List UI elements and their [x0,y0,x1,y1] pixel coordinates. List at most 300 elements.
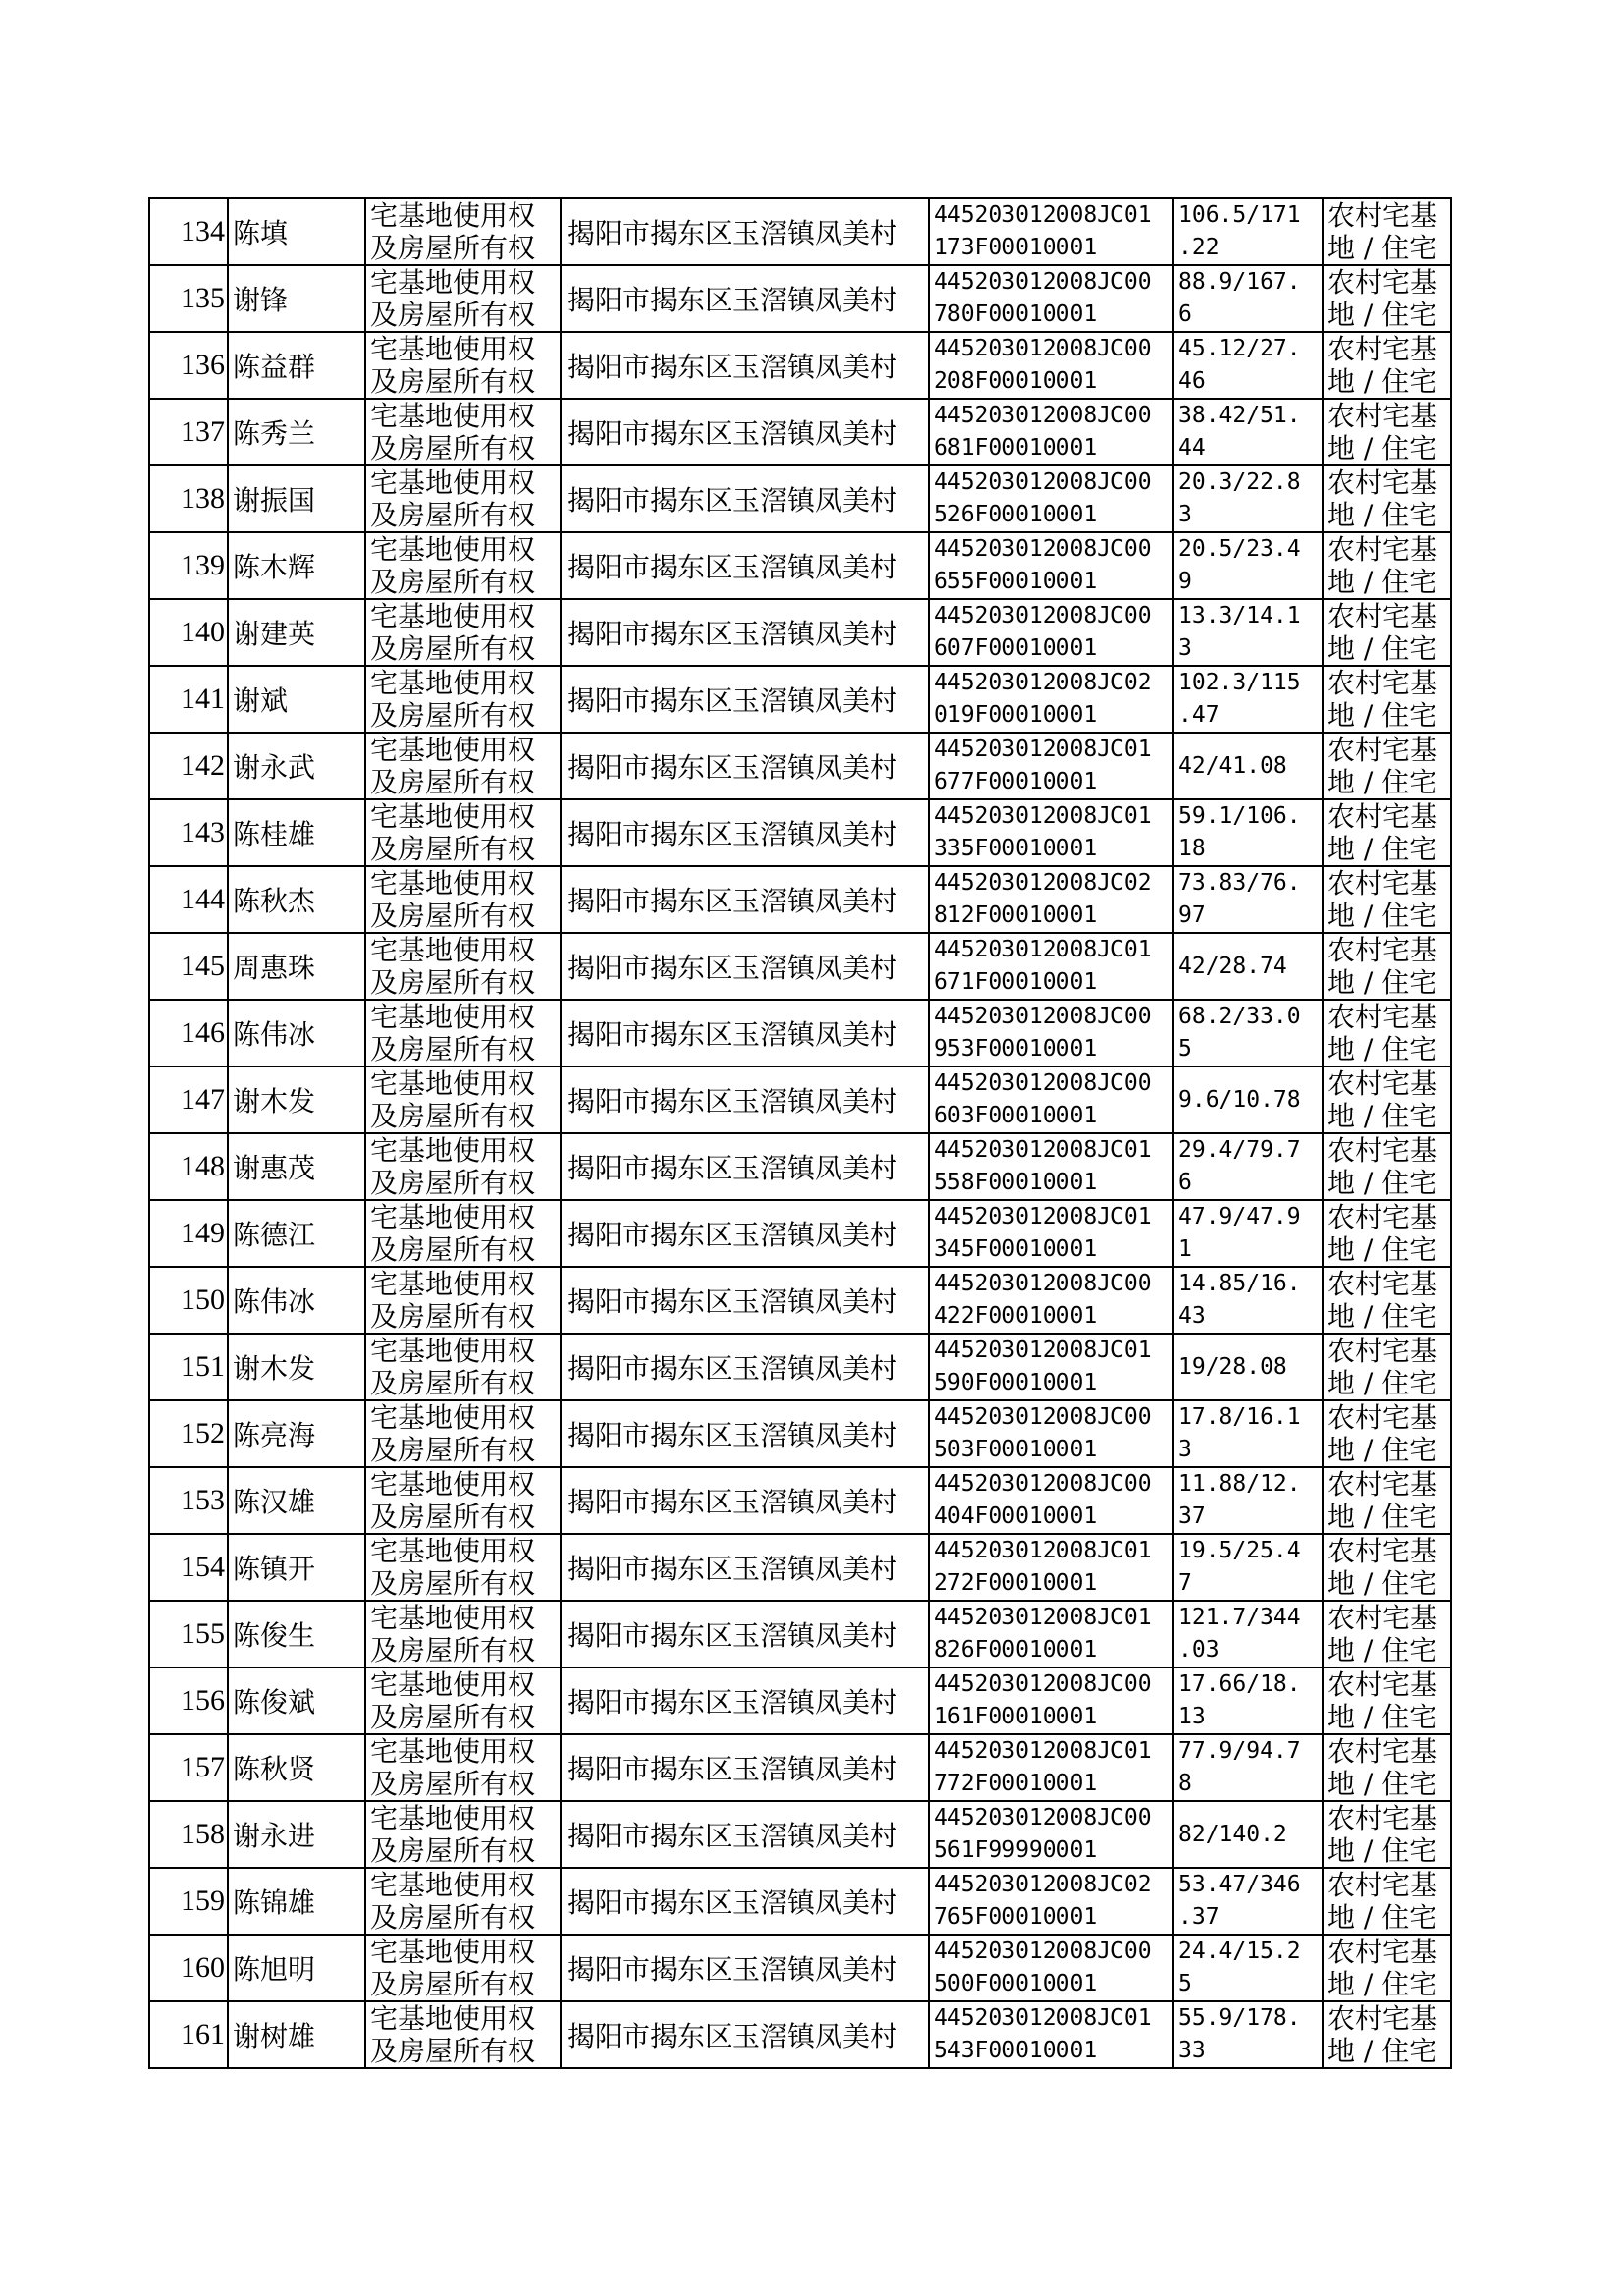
holder-name-cell: 陈益群 [228,332,365,399]
right-type-line: 宅基地使用权 [370,266,536,299]
right-type-line: 及房屋所有权 [370,1300,536,1333]
right-type-line: 宅基地使用权 [370,533,536,566]
right-type-line: 宅基地使用权 [370,199,536,232]
area-line: 102.3/115 [1178,670,1301,695]
certificate-id-cell [929,465,1173,532]
certificate-id-line: 445203012008JC00 [934,1404,1152,1430]
certificate-id-line: 671F00010001 [934,969,1098,995]
serial-number-cell: 149 [149,1200,228,1267]
location-cell: 揭阳市揭东区玉滘镇凤美村 [561,1200,929,1267]
land-usage-cell [1323,933,1451,1000]
certificate-id-line: 445203012008JC01 [934,1338,1152,1363]
land-usage-cell [1323,1935,1451,2001]
serial-number-cell: 142 [149,733,228,799]
location-cell: 揭阳市揭东区玉滘镇凤美村 [561,866,929,933]
certificate-id-cell [929,666,1173,733]
certificate-id-line: 445203012008JC01 [934,1738,1152,1764]
right-type-line: 及房屋所有权 [370,1367,536,1399]
certificate-id-line: 558F00010001 [934,1170,1098,1195]
certificate-id-cell [929,1467,1173,1534]
land-usage-line: 地 / 住宅 [1327,232,1437,264]
certificate-id-cell [929,933,1173,1000]
certificate-id-line: 590F00010001 [934,1370,1098,1395]
certificate-id-cell [929,1000,1173,1066]
land-usage-line: 农村宅基 [1327,1535,1438,1567]
serial-number-cell: 141 [149,666,228,733]
certificate-id-line: 503F00010001 [934,1437,1098,1462]
certificate-id-line: 445203012008JC02 [934,870,1152,896]
certificate-id-cell [929,799,1173,866]
certificate-id-cell [929,1334,1173,1400]
land-usage-line: 农村宅基 [1327,1468,1438,1501]
serial-number-cell: 144 [149,866,228,933]
right-type-line: 宅基地使用权 [370,1335,536,1367]
certificate-id-line: 445203012008JC00 [934,1805,1152,1831]
land-usage-line: 地 / 住宅 [1327,566,1437,598]
area-cell [1173,799,1323,866]
right-type-line: 及房屋所有权 [370,2035,536,2067]
holder-name-cell: 陈伟冰 [228,1267,365,1334]
certificate-id-line: 543F00010001 [934,2038,1098,2063]
right-type-cell [365,332,561,399]
land-usage-cell [1323,198,1451,265]
area-line: 7 [1178,1570,1192,1596]
land-usage-cell [1323,1868,1451,1935]
holder-name-cell: 陈秋贤 [228,1734,365,1801]
certificate-id-cell [929,1133,1173,1200]
right-type-line: 及房屋所有权 [370,499,536,531]
certificate-id-line: 812F00010001 [934,902,1098,928]
right-type-cell [365,1534,561,1601]
holder-name-cell: 谢锋 [228,265,365,332]
table-row [149,1935,1451,2001]
certificate-id-line: 445203012008JC01 [934,737,1152,762]
right-type-line: 宅基地使用权 [370,466,536,499]
serial-number-cell: 151 [149,1334,228,1400]
right-type-line: 及房屋所有权 [370,432,536,464]
land-usage-cell [1323,1400,1451,1467]
location-cell: 揭阳市揭东区玉滘镇凤美村 [561,265,929,332]
right-type-cell [365,532,561,599]
right-type-line: 及房屋所有权 [370,1167,536,1199]
area-cell [1173,1734,1323,1801]
area-line: 42/41.08 [1178,752,1287,779]
area-cell [1173,1334,1323,1400]
land-usage-cell [1323,1334,1451,1400]
certificate-id-cell [929,1935,1173,2001]
holder-name-cell: 谢永武 [228,733,365,799]
land-usage-cell [1323,1601,1451,1667]
certificate-id-cell [929,733,1173,799]
area-cell [1173,1667,1323,1734]
right-type-line: 及房屋所有权 [370,1033,536,1066]
right-type-line: 及房屋所有权 [370,1768,536,1800]
right-type-cell [365,1133,561,1200]
land-usage-cell [1323,532,1451,599]
serial-number-cell: 152 [149,1400,228,1467]
area-cell [1173,1534,1323,1601]
certificate-id-line: 345F00010001 [934,1236,1098,1262]
area-cell [1173,399,1323,465]
land-usage-line: 农村宅基 [1327,400,1438,432]
right-type-line: 宅基地使用权 [370,734,536,766]
table-row [149,799,1451,866]
right-type-line: 宅基地使用权 [370,800,536,833]
right-type-cell [365,1000,561,1066]
right-type-line: 宅基地使用权 [370,2002,536,2035]
certificate-id-cell [929,1200,1173,1267]
certificate-id-line: 208F00010001 [934,368,1098,394]
right-type-cell [365,1935,561,2001]
table-row [149,465,1451,532]
area-line: 20.5/23.4 [1178,536,1301,562]
location-cell: 揭阳市揭东区玉滘镇凤美村 [561,399,929,465]
location-cell: 揭阳市揭东区玉滘镇凤美村 [561,1000,929,1066]
right-type-line: 及房屋所有权 [370,1567,536,1600]
land-usage-line: 农村宅基 [1327,1268,1438,1300]
table-row [149,1667,1451,1734]
holder-name-cell: 谢建英 [228,599,365,666]
land-usage-line: 地 / 住宅 [1327,299,1437,331]
right-type-line: 宅基地使用权 [370,1201,536,1233]
area-line: 59.1/106. [1178,803,1301,829]
holder-name-cell: 陈德江 [228,1200,365,1267]
land-usage-cell [1323,1801,1451,1868]
location-cell: 揭阳市揭东区玉滘镇凤美村 [561,1467,929,1534]
area-line: 37 [1178,1503,1206,1529]
area-line: 6 [1178,1170,1192,1195]
right-type-line: 及房屋所有权 [370,632,536,665]
serial-number-cell: 139 [149,532,228,599]
location-cell: 揭阳市揭东区玉滘镇凤美村 [561,1601,929,1667]
holder-name-cell: 陈镇开 [228,1534,365,1601]
certificate-id-line: 445203012008JC02 [934,670,1152,695]
right-type-line: 及房屋所有权 [370,566,536,598]
certificate-id-line: 173F00010001 [934,235,1098,260]
area-line: 17.8/16.1 [1178,1404,1301,1430]
area-line: 77.9/94.7 [1178,1738,1301,1764]
serial-number-cell: 161 [149,2001,228,2068]
location-cell: 揭阳市揭东区玉滘镇凤美村 [561,733,929,799]
location-cell: 揭阳市揭东区玉滘镇凤美村 [561,1868,929,1935]
land-usage-line: 地 / 住宅 [1327,1701,1437,1733]
right-type-cell [365,1467,561,1534]
certificate-id-line: 445203012008JC02 [934,1872,1152,1897]
land-usage-line: 地 / 住宅 [1327,2035,1437,2067]
area-cell [1173,733,1323,799]
right-type-line: 及房屋所有权 [370,833,536,865]
land-usage-line: 农村宅基 [1327,2002,1438,2035]
land-usage-line: 农村宅基 [1327,199,1438,232]
right-type-line: 宅基地使用权 [370,400,536,432]
area-line: 53.47/346 [1178,1872,1301,1897]
land-usage-cell [1323,465,1451,532]
certificate-id-line: 445203012008JC00 [934,269,1152,295]
land-usage-line: 农村宅基 [1327,333,1438,365]
area-cell [1173,2001,1323,2068]
land-usage-line: 地 / 住宅 [1327,1834,1437,1867]
right-type-cell [365,1334,561,1400]
right-type-cell [365,1200,561,1267]
table-row [149,599,1451,666]
location-cell: 揭阳市揭东区玉滘镇凤美村 [561,933,929,1000]
serial-number-cell: 153 [149,1467,228,1534]
area-cell [1173,1400,1323,1467]
area-cell [1173,1868,1323,1935]
land-usage-line: 地 / 住宅 [1327,1567,1437,1600]
certificate-id-line: 445203012008JC01 [934,2005,1152,2031]
certificate-id-line: 335F00010001 [934,836,1098,861]
location-cell: 揭阳市揭东区玉滘镇凤美村 [561,198,929,265]
area-line: 14.85/16. [1178,1271,1301,1296]
area-cell [1173,1801,1323,1868]
table-row [149,1467,1451,1534]
certificate-id-line: 445203012008JC00 [934,603,1152,628]
area-line: 46 [1178,368,1206,394]
holder-name-cell: 陈填 [228,198,365,265]
holder-name-cell: 谢斌 [228,666,365,733]
land-usage-line: 地 / 住宅 [1327,1167,1437,1199]
right-type-line: 及房屋所有权 [370,766,536,798]
right-type-cell [365,799,561,866]
area-line: 33 [1178,2038,1206,2063]
area-line: .22 [1178,235,1219,260]
land-usage-line: 农村宅基 [1327,800,1438,833]
area-line: 55.9/178. [1178,2005,1301,2031]
land-usage-line: 地 / 住宅 [1327,1233,1437,1266]
serial-number-cell: 158 [149,1801,228,1868]
land-usage-line: 农村宅基 [1327,1602,1438,1634]
serial-number-cell: 146 [149,1000,228,1066]
holder-name-cell: 陈旭明 [228,1935,365,2001]
area-line: 3 [1178,502,1192,527]
right-type-line: 宅基地使用权 [370,1067,536,1100]
location-cell: 揭阳市揭东区玉滘镇凤美村 [561,332,929,399]
holder-name-cell: 谢振国 [228,465,365,532]
land-usage-line: 地 / 住宅 [1327,632,1437,665]
table-row [149,399,1451,465]
area-line: 106.5/171 [1178,202,1301,228]
right-type-cell [365,1868,561,1935]
serial-number-cell: 159 [149,1868,228,1935]
area-line: 1 [1178,1236,1192,1262]
right-type-line: 宅基地使用权 [370,1134,536,1167]
right-type-line: 及房屋所有权 [370,1901,536,1934]
table-row [149,332,1451,399]
holder-name-cell: 陈伟冰 [228,1000,365,1066]
right-type-line: 宅基地使用权 [370,1802,536,1834]
certificate-id-line: 445203012008JC01 [934,1538,1152,1563]
land-usage-line: 农村宅基 [1327,1668,1438,1701]
land-usage-line: 农村宅基 [1327,734,1438,766]
certificate-id-cell [929,1868,1173,1935]
holder-name-cell: 谢木发 [228,1066,365,1133]
record-sheet [148,197,1450,2069]
table-body [149,198,1451,2068]
serial-number-cell: 135 [149,265,228,332]
land-usage-cell [1323,733,1451,799]
area-cell [1173,933,1323,1000]
land-usage-line: 地 / 住宅 [1327,1300,1437,1333]
registration-table [148,197,1452,2069]
land-usage-line: 地 / 住宅 [1327,1768,1437,1800]
area-line: 3 [1178,1437,1192,1462]
location-cell: 揭阳市揭东区玉滘镇凤美村 [561,599,929,666]
certificate-id-line: 445203012008JC00 [934,1471,1152,1497]
right-type-line: 及房屋所有权 [370,299,536,331]
area-line: .47 [1178,702,1219,728]
serial-number-cell: 140 [149,599,228,666]
area-line: 42/28.74 [1178,953,1287,979]
certificate-id-line: 445203012008JC00 [934,1671,1152,1697]
land-usage-line: 农村宅基 [1327,1335,1438,1367]
certificate-id-line: 681F00010001 [934,435,1098,461]
serial-number-cell: 154 [149,1534,228,1601]
land-usage-line: 农村宅基 [1327,1936,1438,1968]
certificate-id-line: 445203012008JC00 [934,469,1152,495]
land-usage-line: 农村宅基 [1327,1802,1438,1834]
holder-name-cell: 陈汉雄 [228,1467,365,1534]
area-line: .03 [1178,1637,1219,1663]
area-line: 5 [1178,1971,1192,1996]
certificate-id-line: 500F00010001 [934,1971,1098,1996]
serial-number-cell: 156 [149,1667,228,1734]
land-usage-cell [1323,1200,1451,1267]
certificate-id-line: 445203012008JC01 [934,937,1152,962]
land-usage-line: 地 / 住宅 [1327,432,1437,464]
holder-name-cell: 陈俊生 [228,1601,365,1667]
certificate-id-line: 445203012008JC01 [934,1204,1152,1229]
certificate-id-line: 445203012008JC01 [934,803,1152,829]
land-usage-cell [1323,1000,1451,1066]
serial-number-cell: 134 [149,198,228,265]
land-usage-cell [1323,1267,1451,1334]
location-cell: 揭阳市揭东区玉滘镇凤美村 [561,1066,929,1133]
right-type-cell [365,1601,561,1667]
land-usage-cell [1323,1066,1451,1133]
right-type-line: 宅基地使用权 [370,1869,536,1901]
right-type-line: 及房屋所有权 [370,1968,536,2000]
right-type-cell [365,198,561,265]
land-usage-cell [1323,1734,1451,1801]
holder-name-cell: 陈秀兰 [228,399,365,465]
area-cell [1173,599,1323,666]
right-type-line: 及房屋所有权 [370,365,536,398]
certificate-id-line: 445203012008JC00 [934,336,1152,361]
area-line: 9 [1178,569,1192,594]
location-cell: 揭阳市揭东区玉滘镇凤美村 [561,1267,929,1334]
table-row [149,1200,1451,1267]
right-type-line: 及房屋所有权 [370,699,536,732]
certificate-id-line: 445203012008JC00 [934,403,1152,428]
certificate-id-line: 826F00010001 [934,1637,1098,1663]
land-usage-cell [1323,1667,1451,1734]
land-usage-line: 农村宅基 [1327,466,1438,499]
right-type-line: 及房屋所有权 [370,900,536,932]
right-type-line: 及房屋所有权 [370,1701,536,1733]
area-cell [1173,1133,1323,1200]
right-type-cell [365,1667,561,1734]
location-cell: 揭阳市揭东区玉滘镇凤美村 [561,465,929,532]
right-type-line: 宅基地使用权 [370,1936,536,1968]
location-cell: 揭阳市揭东区玉滘镇凤美村 [561,1400,929,1467]
area-line: 5 [1178,1036,1192,1062]
right-type-cell [365,1734,561,1801]
area-cell [1173,1467,1323,1534]
land-usage-line: 地 / 住宅 [1327,699,1437,732]
certificate-id-line: 445203012008JC00 [934,1004,1152,1029]
land-usage-line: 农村宅基 [1327,667,1438,699]
land-usage-line: 地 / 住宅 [1327,1501,1437,1533]
land-usage-cell [1323,265,1451,332]
serial-number-cell: 157 [149,1734,228,1801]
right-type-line: 宅基地使用权 [370,1535,536,1567]
certificate-id-cell [929,599,1173,666]
right-type-cell [365,1801,561,1868]
certificate-id-cell [929,198,1173,265]
area-cell [1173,666,1323,733]
right-type-line: 及房屋所有权 [370,1233,536,1266]
certificate-id-cell [929,399,1173,465]
land-usage-line: 农村宅基 [1327,867,1438,900]
area-line: 82/140.2 [1178,1821,1287,1847]
right-type-cell [365,1400,561,1467]
certificate-id-line: 526F00010001 [934,502,1098,527]
land-usage-cell [1323,399,1451,465]
land-usage-line: 地 / 住宅 [1327,833,1437,865]
land-usage-line: 地 / 住宅 [1327,1901,1437,1934]
certificate-id-cell [929,1667,1173,1734]
right-type-cell [365,265,561,332]
area-cell [1173,465,1323,532]
land-usage-cell [1323,1133,1451,1200]
area-cell [1173,532,1323,599]
holder-name-cell: 陈俊斌 [228,1667,365,1734]
table-row [149,2001,1451,2068]
certificate-id-line: 677F00010001 [934,769,1098,794]
area-cell [1173,198,1323,265]
right-type-line: 宅基地使用权 [370,1001,536,1033]
area-cell [1173,265,1323,332]
certificate-id-line: 445203012008JC01 [934,1137,1152,1163]
area-line: 43 [1178,1303,1206,1329]
table-row [149,666,1451,733]
holder-name-cell: 陈桂雄 [228,799,365,866]
table-row [149,1000,1451,1066]
right-type-line: 宅基地使用权 [370,1401,536,1434]
area-cell [1173,1267,1323,1334]
area-line: 24.4/15.2 [1178,1939,1301,1964]
land-usage-line: 农村宅基 [1327,1401,1438,1434]
area-line: 88.9/167. [1178,269,1301,295]
holder-name-cell: 周惠珠 [228,933,365,1000]
area-line: 19/28.08 [1178,1353,1287,1380]
table-row [149,198,1451,265]
certificate-id-line: 445203012008JC00 [934,1271,1152,1296]
land-usage-line: 地 / 住宅 [1327,1033,1437,1066]
right-type-cell [365,1267,561,1334]
land-usage-line: 农村宅基 [1327,934,1438,966]
area-line: .37 [1178,1904,1219,1930]
serial-number-cell: 145 [149,933,228,1000]
land-usage-cell [1323,1534,1451,1601]
certificate-id-line: 655F00010001 [934,569,1098,594]
area-cell [1173,1066,1323,1133]
right-type-line: 宅基地使用权 [370,1602,536,1634]
certificate-id-line: 445203012008JC00 [934,1939,1152,1964]
location-cell: 揭阳市揭东区玉滘镇凤美村 [561,1534,929,1601]
serial-number-cell: 143 [149,799,228,866]
